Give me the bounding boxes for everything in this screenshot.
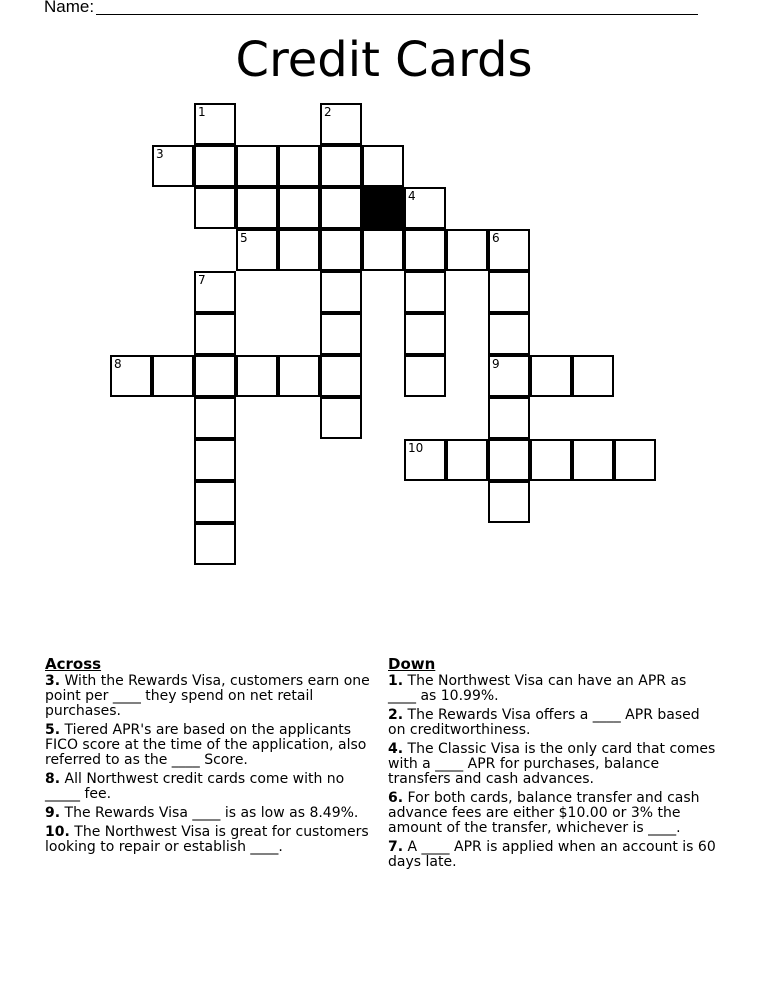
grid-cell[interactable] — [404, 439, 446, 481]
grid-cell[interactable] — [320, 103, 362, 145]
clue-text: The Northwest Visa is great for customers looking to repair or establish ____. — [45, 824, 369, 855]
clue-number-label: 1 — [198, 105, 206, 119]
grid-cell[interactable] — [572, 439, 614, 481]
clue-number: 3. — [45, 673, 61, 689]
clue-number-label: 9 — [492, 357, 500, 371]
clue-text: All Northwest credit cards come with no _____ fee. — [45, 771, 345, 802]
clue-across-10 — [45, 825, 375, 855]
clue-text: The Classic Visa is the only card that comes with a ____ APR for purchases, balance transfers and cash advances. — [388, 741, 716, 787]
grid-cell[interactable] — [194, 103, 236, 145]
clue-across-3 — [45, 674, 375, 719]
grid-cell[interactable] — [404, 355, 446, 397]
grid-cell[interactable] — [278, 229, 320, 271]
grid-cell[interactable] — [194, 271, 236, 313]
clue-number-label: 10 — [408, 441, 424, 455]
grid-cell[interactable] — [236, 187, 278, 229]
grid-cell[interactable] — [152, 145, 194, 187]
grid-cell[interactable] — [488, 397, 530, 439]
grid-cell[interactable] — [320, 187, 362, 229]
grid-cell[interactable] — [194, 439, 236, 481]
grid-cell[interactable] — [530, 355, 572, 397]
grid-cell[interactable] — [152, 355, 194, 397]
grid-cell[interactable] — [404, 187, 446, 229]
grid-cell[interactable] — [446, 229, 488, 271]
grid-cell[interactable] — [320, 355, 362, 397]
grid-cell[interactable] — [236, 229, 278, 271]
grid-cell[interactable] — [320, 271, 362, 313]
clue-number: 2. — [388, 707, 404, 723]
clue-number: 5. — [45, 722, 61, 738]
grid-cell[interactable] — [194, 313, 236, 355]
grid-cell[interactable] — [194, 481, 236, 523]
clue-across-9 — [45, 806, 375, 821]
clue-number-label: 2 — [324, 105, 332, 119]
grid-cell[interactable] — [488, 481, 530, 523]
grid-cell[interactable] — [362, 145, 404, 187]
grid-cell[interactable] — [614, 439, 656, 481]
clue-number-label: 4 — [408, 189, 416, 203]
clue-number: 6. — [388, 790, 404, 806]
clue-text: The Rewards Visa offers a ____ APR based on creditworthiness. — [388, 707, 700, 738]
clue-text: The Rewards Visa ____ is as low as 8.49%. — [64, 805, 359, 821]
clue-number-label: 6 — [492, 231, 500, 245]
grid-cell[interactable] — [278, 145, 320, 187]
grid-cell[interactable] — [320, 145, 362, 187]
grid-cell[interactable] — [488, 439, 530, 481]
grid-cell[interactable] — [488, 313, 530, 355]
across-clues — [45, 657, 375, 859]
grid-cell[interactable] — [404, 271, 446, 313]
black-square — [362, 187, 404, 229]
clue-down-6 — [388, 791, 718, 836]
grid-cell[interactable] — [236, 355, 278, 397]
grid-cell[interactable] — [404, 229, 446, 271]
grid-cell[interactable] — [110, 355, 152, 397]
clue-number: 4. — [388, 741, 404, 757]
grid-cell[interactable] — [194, 355, 236, 397]
clue-down-7 — [388, 840, 718, 870]
clue-number-label: 3 — [156, 147, 164, 161]
grid-cell[interactable] — [194, 187, 236, 229]
down-clues — [388, 657, 718, 874]
page-title: Credit Cards — [235, 32, 533, 88]
clue-number: 7. — [388, 839, 404, 855]
across-heading: Across — [45, 655, 102, 673]
grid-cell[interactable] — [362, 229, 404, 271]
clue-text: For both cards, balance transfer and cash advance fees are either $10.00 or 3% the amount of the transfer, whichever is ____. — [388, 790, 700, 836]
grid-cell[interactable] — [488, 229, 530, 271]
clue-number-label: 5 — [240, 231, 248, 245]
grid-cell[interactable] — [278, 355, 320, 397]
clue-number: 10. — [45, 824, 70, 840]
grid-cell[interactable] — [236, 145, 278, 187]
clue-down-1 — [388, 674, 718, 704]
grid-cell[interactable] — [530, 439, 572, 481]
clue-across-8 — [45, 772, 375, 802]
grid-cell[interactable] — [320, 397, 362, 439]
grid-cell[interactable] — [194, 397, 236, 439]
clue-text: With the Rewards Visa, customers earn one point per ____ they spend on net retail purchases. — [45, 673, 370, 719]
clue-number-label: 7 — [198, 273, 206, 287]
name-label: Name: — [44, 0, 95, 16]
clue-number-label: 8 — [114, 357, 122, 371]
grid-cell[interactable] — [572, 355, 614, 397]
down-heading: Down — [388, 655, 436, 673]
clue-across-5 — [45, 723, 375, 768]
grid-cell[interactable] — [488, 355, 530, 397]
clue-down-2 — [388, 708, 718, 738]
grid-cell[interactable] — [194, 145, 236, 187]
grid-cell[interactable] — [278, 187, 320, 229]
grid-cell[interactable] — [446, 439, 488, 481]
clue-number: 9. — [45, 805, 61, 821]
clue-text: The Northwest Visa can have an APR as ____ as 10.99%. — [388, 673, 687, 704]
clue-down-4 — [388, 742, 718, 787]
clue-number: 8. — [45, 771, 61, 787]
clue-text: Tiered APR's are based on the applicants FICO score at the time of the application, also referred to as the ____ Score. — [45, 722, 367, 768]
clue-number: 1. — [388, 673, 404, 689]
grid-cell[interactable] — [404, 313, 446, 355]
grid-cell[interactable] — [320, 229, 362, 271]
grid-cell[interactable] — [488, 271, 530, 313]
grid-cell[interactable] — [194, 523, 236, 565]
grid-cell[interactable] — [320, 313, 362, 355]
clue-text: A ____ APR is applied when an account is 60 days late. — [388, 839, 716, 870]
